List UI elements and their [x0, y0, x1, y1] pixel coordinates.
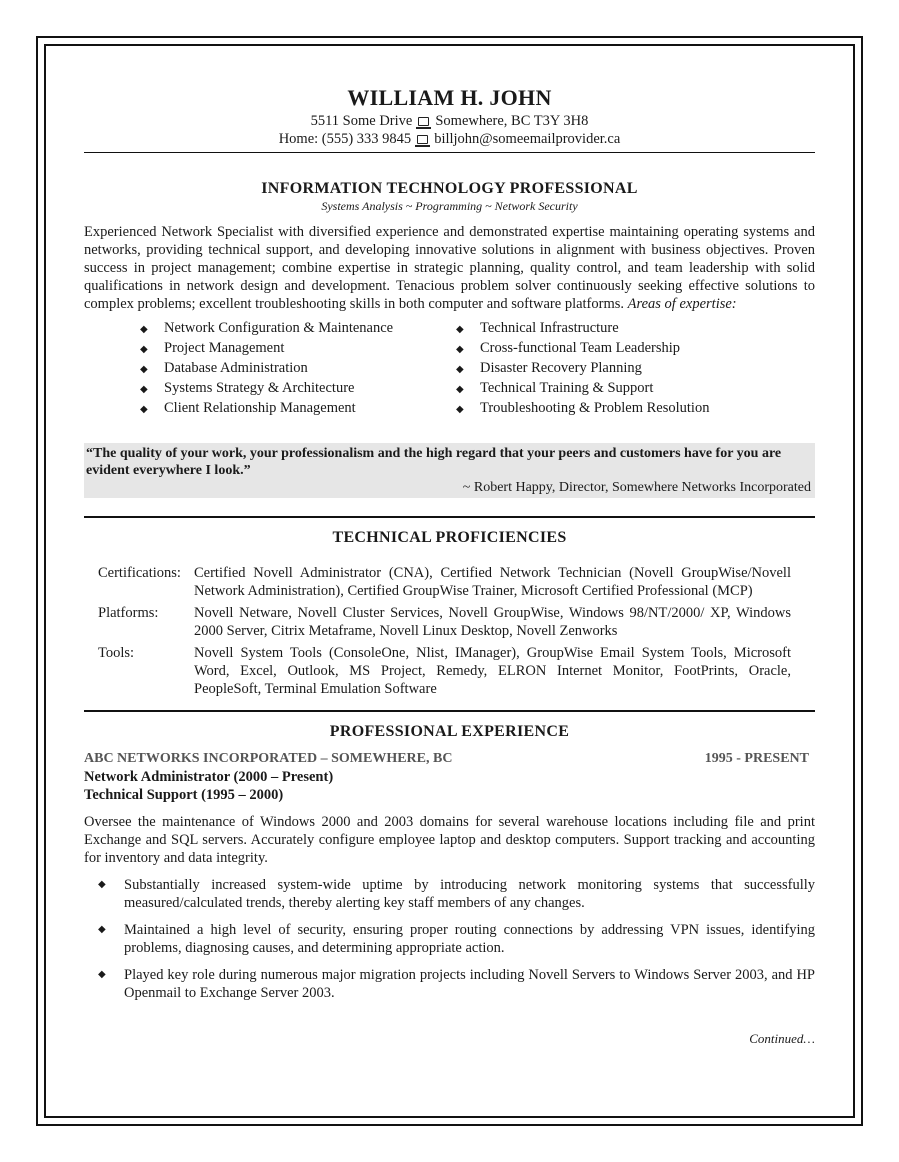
diamond-bullet-icon: ◆ [456, 384, 464, 395]
proficiency-value: Novell System Tools (ConsoleOne, Nlist, IManager), GroupWise Email System Tools, Microsoft Word, Excel, Outlook, MS Project, Remedy, ELRON Internet Monitor, FootPrints, Oracle, PeopleSoft, Terminal Emulation Software [194, 645, 791, 697]
list-item [84, 966, 815, 1002]
list-item: ◆ Network Configuration & Maintenance [140, 319, 456, 339]
diamond-bullet-icon: ◆ [456, 344, 464, 355]
proficiency-table [84, 564, 815, 698]
section-divider [84, 516, 815, 518]
proficiency-value: Certified Novell Administrator (CNA), Certified Network Technician (Novell GroupWise/Novell Network Administration), Certified GroupWise Trainer, Microsoft Certified Professional (MCP) [194, 565, 791, 599]
diamond-bullet-icon: ◆ [98, 924, 106, 935]
company-name: ABC NETWORKS INCORPORATED – SOMEWHERE, BC [84, 751, 453, 766]
table-row [84, 644, 815, 698]
diamond-bullet-icon: ◆ [140, 384, 148, 395]
achievement-text: Maintained a high level of security, ensuring proper routing connections by addressing VPN issues, identifying problems, diagnosing causes, and determining appropriate action. [124, 922, 815, 956]
technical-heading: TECHNICAL PROFICIENCIES [332, 529, 567, 546]
contact-line [84, 130, 815, 148]
list-item: ◆ Technical Training & Support [456, 379, 836, 399]
list-item [84, 876, 815, 912]
section-divider [84, 710, 815, 712]
diamond-bullet-icon: ◆ [456, 364, 464, 375]
job-header [84, 750, 815, 768]
computer-icon [417, 135, 428, 144]
address-street: 5511 Some Drive [310, 113, 413, 129]
candidate-name: WILLIAM H. JOHN [347, 85, 552, 110]
diamond-bullet-icon: ◆ [140, 324, 148, 335]
achievement-text: Substantially increased system-wide uptime by introducing network monitoring systems that successfully measured/calculated trends, thereby alerting key staff members of any changes. [124, 877, 815, 911]
phone: Home: (555) 333 9845 [278, 131, 412, 147]
list-item: ◆ Systems Strategy & Architecture [140, 379, 456, 399]
diamond-bullet-icon: ◆ [98, 969, 106, 980]
proficiency-label: Tools: [98, 645, 135, 661]
address-city: Somewhere, BC T3Y 3H8 [435, 113, 589, 129]
expertise-column-left [140, 319, 456, 419]
list-item: ◆ Troubleshooting & Problem Resolution [456, 399, 836, 419]
profile-summary [84, 223, 815, 313]
diamond-bullet-icon: ◆ [456, 324, 464, 335]
profile-subtitle: Systems Analysis ~ Programming ~ Network Security [321, 199, 578, 213]
list-item: ◆ Project Management [140, 339, 456, 359]
testimonial-quote: “The quality of your work, your professionalism and the high regard that your peers and customers have for you are evident everywhere I look.” [86, 446, 782, 478]
list-item: ◆ Disaster Recovery Planning [456, 359, 836, 379]
list-item: ◆ Client Relationship Management [140, 399, 456, 419]
list-item: ◆ Cross-functional Team Leadership [456, 339, 836, 359]
achievement-text: Played key role during numerous major migration projects including Novell Servers to Windows Server 2003, and HP Openmail to Exchange Server 2003. [124, 967, 815, 1001]
job-role: Network Administrator (2000 – Present) [84, 769, 334, 785]
table-row [84, 564, 815, 600]
expertise-column-right [456, 319, 836, 419]
job-dates: 1995 - PRESENT [704, 751, 809, 766]
experience-heading: PROFESSIONAL EXPERIENCE [329, 723, 570, 740]
continued-note: Continued… [749, 1031, 815, 1046]
expertise-list [140, 319, 815, 419]
summary-text: Experienced Network Specialist with diversified experience and demonstrated expertise maintaining operating systems and networks, providing technical support, and developing innovative solutions in alignment with business objectives. Proven success in project management; combine expertise in strategic planning, quality control, and team leadership with solid qualifications in network design and development. Tenacious problem solver continuously seeking effective solutions to complex problems; excellent troubleshooting skills in both computer and software platforms. [84, 224, 815, 312]
testimonial-box [84, 443, 815, 498]
list-item: ◆ Technical Infrastructure [456, 319, 836, 339]
proficiency-label: Platforms: [98, 605, 159, 621]
diamond-bullet-icon: ◆ [98, 879, 106, 890]
diamond-bullet-icon: ◆ [140, 404, 148, 415]
testimonial-attribution: ~ Robert Happy, Director, Somewhere Networks Incorporated [462, 480, 811, 495]
proficiency-label: Certifications: [98, 565, 181, 581]
table-row [84, 604, 815, 640]
list-item [84, 921, 815, 957]
diamond-bullet-icon: ◆ [140, 344, 148, 355]
address-line [84, 112, 815, 130]
email[interactable]: billjohn@someemailprovider.ca [434, 131, 621, 147]
profile-title: INFORMATION TECHNOLOGY PROFESSIONAL [261, 180, 638, 197]
job-role: Technical Support (1995 – 2000) [84, 787, 284, 803]
areas-label: Areas of expertise: [627, 296, 737, 312]
computer-icon [418, 117, 429, 126]
proficiency-value: Novell Netware, Novell Cluster Services, Novell GroupWise, Windows 98/NT/2000/ XP, Windows 2000 Server, Citrix Metaframe, Novell Linux Desktop, Novell Zenworks [194, 605, 791, 639]
job-description: Oversee the maintenance of Windows 2000 and 2003 domains for several warehouse locations including file and print Exchange and SQL servers. Accurately configure employee laptop and desktop computers. Support tracking and accounting for inventory and data integrity. [84, 814, 815, 866]
diamond-bullet-icon: ◆ [456, 404, 464, 415]
resume-content [84, 84, 815, 1047]
list-item: ◆ Database Administration [140, 359, 456, 379]
header-divider [84, 152, 815, 153]
diamond-bullet-icon: ◆ [140, 364, 148, 375]
